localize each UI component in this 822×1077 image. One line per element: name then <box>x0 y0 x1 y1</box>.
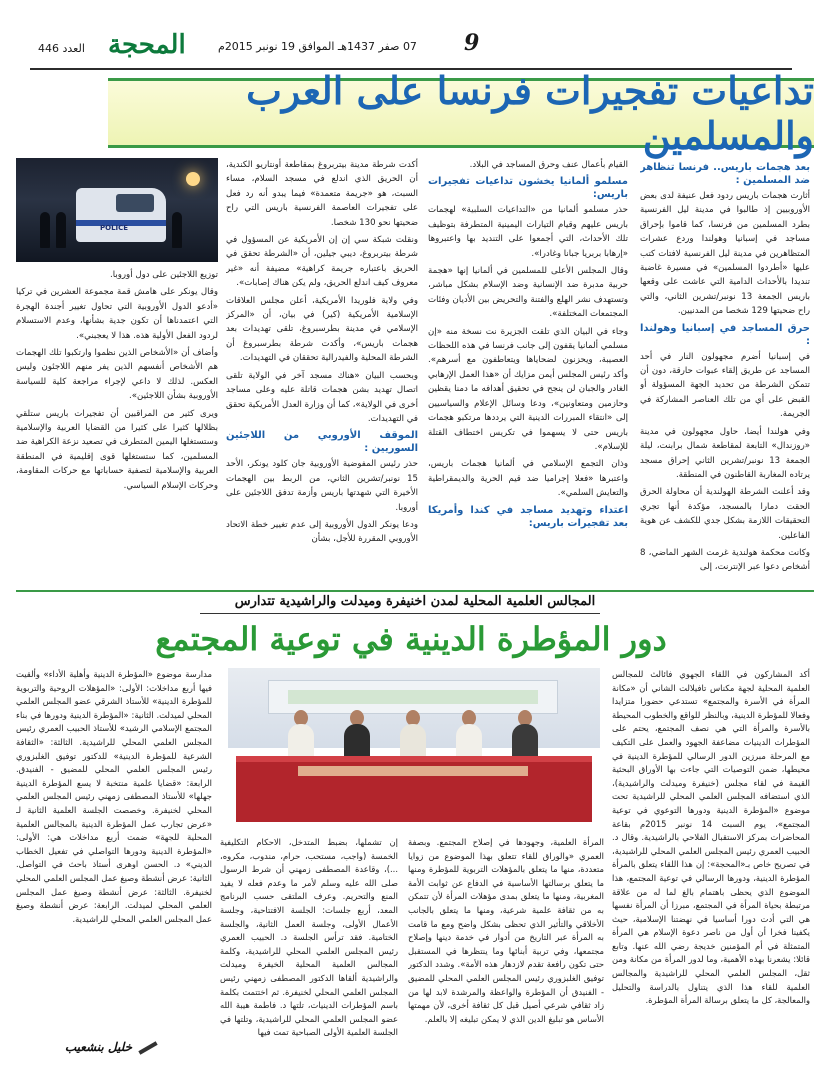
paragraph: وقال يونكر على هامش قمة مجموعة العشرين في تركيا «أدعو الدول الأوروبية التي تحاول تغيير أجندة الهجرة التي اعتمدناها أن تكون جدية بشأنها، وعدم الاستسلام لردود الفعل الأولية هذه. هذا لا يعجبني». <box>16 287 218 341</box>
article2-column-2: المرأة العلمية، وجهودها في إصلاح المجتمع. وبصفة العمري «والوراق للقاء تتعلق بهذا الموضوع من زوايا متعددة، منها ما يتعلق بالمؤهلات التربوية للمؤطرة ومنها ما يتعلق برسالتها الأساسية في الدفاع عن ثوابت الأمة المغربية، ومنها ما يتعلق بمدى مؤهلات المرأة لأن تتمكن به من ثقافة علمية شرعية، ومنها ما يتعلق بالجانب الأخلاقي والتأثير الذي تحظى بشكل واضح ومع ما قامت به المرأة عبر التاريخ من أدوار في خدمة دينها وإصلاح مجتمعها، وفي تربية أبنائها وما ينتظرها في المستقبل حتى تكون رافعة تقدم لازدهار هذه الأمة». وشدد الدكتور توفيق الغلبزوري رئيس المجلس العلمي المحلي للمضيق - الفنيدق أن المؤطرة والواعظة والمرشدة لابد لها من زاد ثقافي شرعي أصيل قبل كل ثقافة أخرى، لأن مهمتها الأساس هو تبليغ الدين الذي لا يمكن تبليغه إلا بالعلم. <box>408 837 604 1024</box>
article-kicker: المجالس العلمية المحلية لمدن اخنيفرة وميدلت والراشيدية تتدارس <box>234 594 596 609</box>
paragraph: ونقلت شبكة سي إن إن الأمريكية عن المسؤول في شرطة بيتربروغ، ديبي جيلين، أن «الشرطة تحقق في الحريق باعتباره جريمة كراهية» مضيفة أنه «غير معروف كيف اندلع الحريق، ولم يكن هناك إصابات». <box>226 235 418 289</box>
paragraph: وفي ولاية فلوريدا الأمريكية، أعلن مجلس العلاقات الإسلامية الأمريكية (كير) في بيان، أن «المركز الإسلامي في مدينة بطرسبروغ، تلقى تهديدات بعد هجمات باريس»، وأكدت شرطة بطرسبروغ أن الشرطة المحلية والفيدرالية تحققان في التهديدات. <box>226 295 418 364</box>
pen-icon <box>138 1041 157 1054</box>
column-1-body <box>640 158 810 590</box>
paragraph: حذر مسلمو ألمانيا من «التداعيات السلبية» لهجمات باريس عليهم وقيام التيارات اليمينية المتطرفة بتوظيف تلك الأحداث، التي أجمعوا على التنديد بها واعتبروها «إرهابا بربريا جبانا وغادرا». <box>428 205 628 259</box>
street-light <box>186 172 200 186</box>
subheading: حرق المساجد في إسبانيا وهولندا : <box>640 322 810 347</box>
article-headline: دور المؤطرة الدينية في توعية المجتمع <box>155 620 667 658</box>
conference-photo <box>228 668 600 828</box>
article-column-1 <box>640 158 810 590</box>
paragraph: في إسبانيا أضرم مجهولون النار في أحد المساجد عن طريق إلقاء عبوات حارقة، دون أن تتمكن الشرطة من تحديد الجهة المسؤولة أو القبض على أي من تلك العناصر المشاركة في الجريمة. <box>640 351 810 420</box>
article2-column-1: أكد المشاركون في اللقاء الجهوي فائالث للمجالس العلمية المحلية لجهة مكناس تافيلالت الشاني أن «مكانة المرأة في الأسرة والمجتمع» تستدعي حضورا متزايدا وفعالا للمؤطرة الدينية، وبالنظر للواقع والخطوب المحيطة بالأسرة والمرأة التي هي نصف المجتمع، يحتم على المؤطرات الدينيات مضاعفة الجهود والعمل على التكيف مع المرحلة مبرزين الدور الرسالي للمؤطرة الدينية في محيطها، ضمن التوصيات التي جاءت بها الأوراق البحثية القيمة في لقاء مجلس (خنيفرة وميدلت والراشيدية)، الذي استضافه المجلس العلمي المحلي للراشيدية تحت موضوع «المؤطرة الدينية ودورها التوعوي في توعية المجتمع»، يوم السبت 14 نونبر 2015م بقاعة المحاضرات بمركز الاستقبال الفلاحي بالراشيدية. وقال د. الحبيب العمري رئيس المجلس العلمي المحلي للراشيدية، في تصريح خاص بـ«المحجة»: إن هذا اللقاء يتعلق بالمرأة المؤطرة الدينية، ودورها الرسالي في توعية المجتمع، هذا الموضوع الذي يحظى باهتمام بالغ لما له من علاقة مرتبطة بحياة المرأة في المجتمع، مبرزا أن المرأة نفسها هي التي أدت دورا أساسيا في نهضتنا الإسلامية، حيث يكفينا فخرا أن أول من ناصر دعوة الإسلام هي المرأة المتمثلة في أم المؤمنين خديجة رضي الله عنها. وتابع قائلا: يشعرنا بهذه الأهمية، وما لدور المرأة من مكانة ومن ثقل، المجلس العلمي المحلي للراشيدية والمجالس العلمية للقاء هذا الذي يتناول بالدراسة والتحليل والمعالجة، كل ما يتعلق برسالة المرأة المؤطرة. <box>612 669 810 1006</box>
paragraph: حذر رئيس المفوضية الأوروبية جان كلود يونكر، الأحد 15 نونبر/تشرين الثاني، من الربط بين الهجمات الأخيرة التي شهدتها باريس وأزمة تدفق اللاجئين على أوروبا. <box>226 459 418 513</box>
issue-number: العدد 446 <box>38 42 85 55</box>
paragraph: وأضاف أن «الأشخاص الذين نظموا وارتكبوا تلك الهجمات هم الأشخاص أنفسهم الذين يفر منهم اللاجئون وليس العكس. لذلك لا داعي لإجراء مراجعة كلية للسياسة الأوروبية بشأن اللاجئين». <box>16 348 218 402</box>
article2-column-3: إن تشملها، بضبط المتدخل، الاحكام التكليفية الخمسة (واجب، مستحب، حرام، مندوب، مكروه، ...)، وقاعدة المصطفى زمهني أن شرط الرسول صلى الله عليه وسلم لأمر ما وعدم فعله لا يفيد المنع والتحريم. وعرف الملتقى حسب البرنامج المعد، أربع جلسات: الجلسة الافتتاحية، وجلسة الأعمال الأولى، وجلسة العمل الثانية، والجلسة الختامية. فقد ترأس الجلسة د. الحبيب العمري رئيس المجلس العلمي المحلي للراشيدية، وكلمة المجالس العلمية المحلية الخيفرة وميدلت والراشيدية ألقاها الدكتور المصطفى زمهني رئيس المجلس العلمي المحلي لخنيفرة. ثم اختتمت بكلمة باسم المؤطرات الدينيات، تلتها د. فاطمة هيبة الله عضو المجلس العلمي المحلي للراشيدية، وتلتها في الجلسة العلمية الأولى الصباحية تمت فيها <box>220 837 398 1038</box>
officer-silhouette <box>56 212 66 248</box>
author-byline <box>28 1040 158 1054</box>
article-column-2 <box>428 158 628 590</box>
paragraph: وكانت محكمة هولندية غرمت الشهر الماضي، 8 أشخاص دعوا عبر الإنترنت، إلى <box>640 547 810 573</box>
column-2-body <box>428 158 628 590</box>
officer-silhouette <box>40 212 50 248</box>
police-lettering: POLICE <box>100 224 129 232</box>
column-4-body <box>16 268 218 590</box>
section-divider <box>16 590 814 592</box>
paragraph: أثارت هجمات باريس ردود فعل عنيفة لدى بعض الأوروبيين إذ طالبوا في مدينة ليل الفرنسية بطرد المسلمين من فرنسا، كما قاموا بإحراق مساجد في إسبانيا وهولندا وردع عشرات المتظاهرين في مدينة ليل الفرنسية لافتات كتب عليها «أطردوا المسلمين» في مسيرة غاضبة تنديدا بالأحداث الدامية التي عاشت على وقعها باريس الجمعة 13 نونبر/تشرين الثاني، والتي راح ضحيتها 129 شخصا من المدنيين. <box>640 191 810 317</box>
paragraph: أكدت شرطة مدينة بيتربروغ بمقاطعة أونتاريو الكندية، أن الحريق الذي اندلع في مسجد السلام، مساء السبت، هو «جريمة متعمدة» فيما يبدو أنه رد فعل على تفجيرات العاصمة الفرنسية باريس التي راح ضحيتها نحو 130 شخصا. <box>226 160 418 228</box>
table-banner <box>298 766 528 776</box>
paragraph: وقد أعلنت الشرطة الهولندية أن محاولة الحرق الحقت دمارا بالمسجد، مؤكدة أنها تجري التحقيقات اللازمة بشكل جدي للكشف عن هوية الفاعلين. <box>640 487 810 541</box>
article-column-4 <box>16 268 218 590</box>
kicker-underline <box>200 613 600 614</box>
publication-date: 07 صفر 1437هـ الموافق 19 نونبر 2015م <box>218 40 417 53</box>
page-header <box>0 28 822 72</box>
officer-silhouette <box>172 212 182 248</box>
author-name: خليل بنشعيب <box>64 1040 132 1054</box>
article-column-3 <box>226 158 418 590</box>
subheading: الموقف الأوروبي من اللاجئين السوريين : <box>226 430 418 455</box>
van-window <box>116 194 154 212</box>
paragraph: ودعا يونكر الدول الأوروبية إلى عدم تغيير خطة الاتحاد الأوروبي المقررة للأجل، بشأن <box>226 519 418 545</box>
subheading: بعد هجمات باريس.. فرنسا تنظاهر ضد المسلمين : <box>640 162 810 186</box>
banner-graphic <box>288 690 538 704</box>
police-scene-photo <box>16 158 218 262</box>
paragraph: وفي هولندا أيضا، حاول مجهولون في مدينة «روزندال» التابعة لمقاطعة شمال برابنت، ليلة الجمعة 13 نونبر/تشرين الثاني إحراق مسجد يرتاده المغاربة القاطنون في المنطقة. <box>640 426 810 480</box>
paragraph: وبحسب البيان «هناك مسجد آخر في الولاية تلقى اتصال تهديد بشن هجمات قاتلة عليه وعلى مساجد أخرى في الولاية»، كما أن وزارة العدل الأمريكية تحقق في التهديدات. <box>226 370 418 424</box>
subheading: اعتداء وتهديد مساجد في كندا وأمريكا بعد تفجيرات باريس: <box>428 504 628 529</box>
newspaper-logo: المحجة <box>108 30 186 60</box>
article2-column-4: مدارسة موضوع «المؤطرة الدينية وأهلية الأداء» وألقيت فيها أربع مداخلات: الأولى: «المؤهلات الروحية والتربوية للمؤطرة الدينية» للأستاذ الشرقي عضو المجلس العلمي المحلي لميدلت. الثانية: «المؤطرة الدينية ودورها في بناء المجتمع الإسلامي الرشيد» للأستاذ الحبيب العمري رئيس المجلس العلمي المحلي للراشيدية. الثالثة: «الثقافة الشرعية للمؤطرة الدينية» للدكتور توفيق الغلبزوري رئيس المجلس العلمي المحلي للمضيق - الفنيدق. الرابعة: «قضايا علمية منتخبة لا يسع المؤطرة الدينية جهلها» للأستاذ المصطفى زمهني رئيس المجلس العلمي المحلي لخنيفرة. وخصصت الجلسة العلمية الثانية لـ «عرض تجارب عمل المؤطرة الدينية بالمجالس العلمية المحلية للجهة» ضمت أربع مداخلات هي: الأولى: «المؤطرة الدينية ودورها التواصلي في تفعيل الخطاب الديني» د. الحسن اوهرى أستاذ باحث في التواصل. الثانية: عرض أنشطة وصيغ عمل المجلس العلمي المحلي لخنيفرة. الثالثة: عرض أنشطة وصيغ عمل المجلس العلمي المحلي لميدلت. الرابعة: عرض أنشطة وصيغ عمل المجلس العلمي المحلي للراشيدية. <box>16 669 212 924</box>
paragraph: وقال المجلس الأعلى للمسلمين في ألمانيا إنها «هجمة حربية مدبرة ضد الإنسانية وضد الإسلام بشكل مباشر، وتستهدف نشر الهلع والفتنة والتحريض بين الأديان وفئات المجتمعات المختلفة». <box>428 266 628 320</box>
main-headline-box <box>108 68 814 158</box>
column-3-body <box>226 158 418 590</box>
page-number: 9 <box>464 30 480 56</box>
paragraph: وجاء في البيان الذي تلقت الجزيرة نت نسخة منه «إن مسلمي ألمانيا يقفون إلى جانب فرنسا في هذه اللحظات العصيبة، ويحزنون لضحاياها ويتعاطفون مع أسرهم». وأكد رئيس المجلس أيمن مزايك أن «هذا العمل الإرهابي الغادر والجبان لن ينجح في تحقيق أهدافه ما دمنا يقظين وحازمين ومتعاونين»، ودعا وسائل الإعلام والسياسيين إلى «انتقاء المبررات الدينية التي يرددها مرتكبو هجمات باريس حتى لا يسهموا في تكريس اختطاف القتلة للإسلام». <box>428 326 628 452</box>
main-headline: تداعيات تفجيرات فرنسا على العرب والمسلمين <box>246 68 814 158</box>
subheading: مسلمو ألمانيا يخشون تداعيات تفجيرات باريس: <box>428 176 628 201</box>
paragraph: توزيع اللاجئين على دول أوروبا. <box>110 270 218 280</box>
paragraph: وذان التجمع الإسلامي في ألمانيا هجمات باريس، واعتبرها «فعلا إجراميا ضد قيم الحرية والديمقراطية والتعايش السلمي». <box>428 459 628 499</box>
paragraph: القيام بأعمال عنف وحرق المساجد في البلاد. <box>469 160 628 170</box>
paragraph: ويرى كثير من المراقبين أن تفجيرات باريس ستلقي بظلالها كثيرا على كثيرا من القضايا العربية والإسلامية وستستغلها اليمين المتطرف في تصعيد نزعة الكراهية ضد المسلمين، كما ستستغلها قوى إقليمية في المنطقة العربية والإسلامية لتصفية حساباتها مع حركات المقاومة، وحركات الإسلام السياسي. <box>16 408 218 491</box>
